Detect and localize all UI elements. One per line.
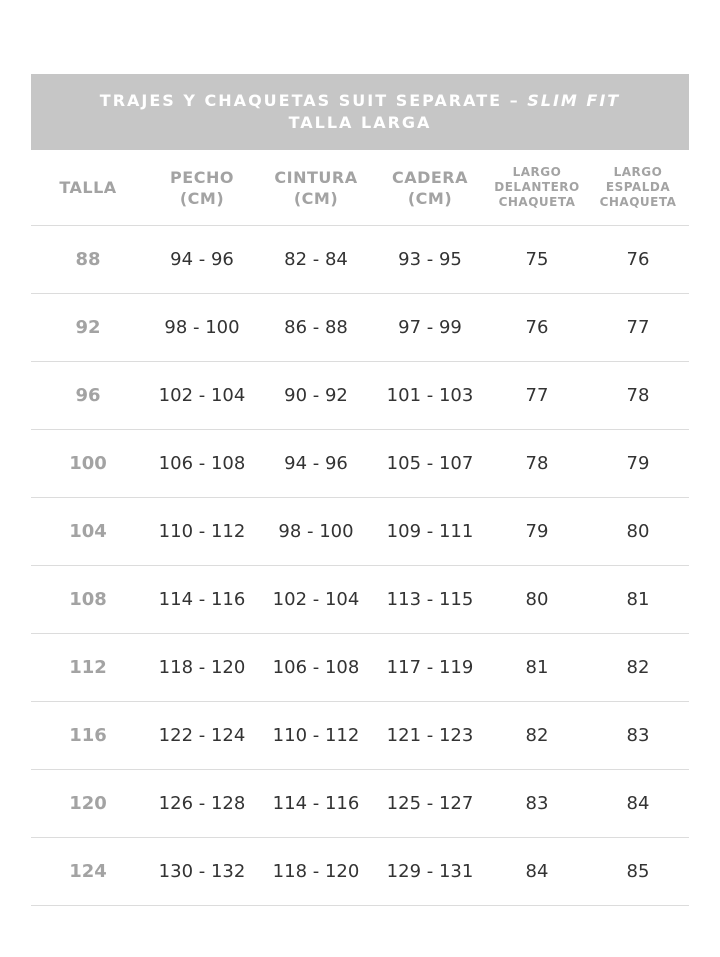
cell-talla: 108 <box>69 589 107 610</box>
header-cadera-line-1: CADERA <box>391 167 469 187</box>
cell-cadera: 105 - 107 <box>386 453 474 474</box>
cell-pecho: 114 - 116 <box>158 589 246 610</box>
cell-largo-delantero: 77 <box>525 385 549 406</box>
cell-talla: 92 <box>75 317 101 338</box>
cell-talla: 96 <box>75 385 101 406</box>
table-row <box>31 566 689 634</box>
header-cintura-line-2: (CM) <box>293 188 339 208</box>
cell-talla: 120 <box>69 793 107 814</box>
cell-cintura: 106 - 108 <box>272 657 360 678</box>
header-pecho-line-2: (CM) <box>179 188 225 208</box>
cell-largo-espalda: 79 <box>626 453 650 474</box>
cell-talla: 88 <box>75 249 101 270</box>
cell-largo-delantero: 75 <box>525 249 549 270</box>
cell-pecho: 118 - 120 <box>158 657 246 678</box>
cell-talla: 100 <box>69 453 107 474</box>
cell-largo-espalda: 85 <box>626 861 650 882</box>
cell-cintura: 86 - 88 <box>284 317 348 338</box>
cell-cadera: 117 - 119 <box>386 657 474 678</box>
header-cintura-line-1: CINTURA <box>274 167 358 187</box>
cell-largo-espalda: 77 <box>626 317 650 338</box>
header-cadera <box>373 167 487 209</box>
cell-cadera: 101 - 103 <box>386 385 474 406</box>
cell-largo-delantero: 76 <box>525 317 549 338</box>
cell-cadera: 129 - 131 <box>386 861 474 882</box>
header-pecho <box>145 167 259 209</box>
table-row <box>31 634 689 702</box>
cell-largo-delantero: 81 <box>525 657 549 678</box>
cell-talla: 112 <box>69 657 107 678</box>
cell-largo-espalda: 84 <box>626 793 650 814</box>
header-cintura <box>259 167 373 209</box>
cell-cadera: 97 - 99 <box>398 317 462 338</box>
cell-largo-delantero: 84 <box>525 861 549 882</box>
cell-cintura: 110 - 112 <box>272 725 360 746</box>
size-chart-table <box>31 74 689 906</box>
cell-cadera: 121 - 123 <box>386 725 474 746</box>
cell-pecho: 106 - 108 <box>158 453 246 474</box>
cell-largo-delantero: 78 <box>525 453 549 474</box>
cell-largo-delantero: 82 <box>525 725 549 746</box>
cell-cintura: 98 - 100 <box>278 521 354 542</box>
cell-cintura: 82 - 84 <box>284 249 348 270</box>
cell-cintura: 114 - 116 <box>272 793 360 814</box>
cell-pecho: 122 - 124 <box>158 725 246 746</box>
table-row <box>31 770 689 838</box>
header-largo-delantero-line-3: CHAQUETA <box>498 195 576 209</box>
table-body <box>31 226 689 906</box>
cell-talla: 116 <box>69 725 107 746</box>
table-row <box>31 226 689 294</box>
cell-pecho: 102 - 104 <box>158 385 246 406</box>
cell-largo-espalda: 83 <box>626 725 650 746</box>
cell-talla: 104 <box>69 521 107 542</box>
cell-pecho: 98 - 100 <box>164 317 240 338</box>
cell-pecho: 130 - 132 <box>158 861 246 882</box>
cell-cadera: 113 - 115 <box>386 589 474 610</box>
table-row <box>31 294 689 362</box>
cell-cintura: 94 - 96 <box>284 453 348 474</box>
header-largo-espalda <box>587 165 689 210</box>
cell-cadera: 125 - 127 <box>386 793 474 814</box>
cell-largo-espalda: 82 <box>626 657 650 678</box>
table-title-main: TRAJES Y CHAQUETAS SUIT SEPARATE – <box>99 91 528 110</box>
table-title-line-2: TALLA LARGA <box>288 113 432 132</box>
cell-largo-espalda: 76 <box>626 249 650 270</box>
cell-cintura: 102 - 104 <box>272 589 360 610</box>
table-header-row <box>31 150 689 226</box>
cell-cintura: 118 - 120 <box>272 861 360 882</box>
header-cadera-line-2: (CM) <box>407 188 453 208</box>
header-largo-delantero <box>487 165 587 210</box>
header-talla <box>31 177 145 198</box>
cell-largo-delantero: 80 <box>525 589 549 610</box>
header-largo-espalda-line-1: LARGO <box>613 165 663 179</box>
cell-cintura: 90 - 92 <box>284 385 348 406</box>
cell-pecho: 110 - 112 <box>158 521 246 542</box>
table-title-bar <box>31 74 689 150</box>
table-title-line-1 <box>100 90 620 112</box>
cell-largo-espalda: 78 <box>626 385 650 406</box>
header-talla-label: TALLA <box>59 178 117 197</box>
header-largo-espalda-line-2: ESPALDA <box>605 180 671 194</box>
cell-talla: 124 <box>69 861 107 882</box>
header-largo-espalda-line-3: CHAQUETA <box>599 195 677 209</box>
cell-largo-delantero: 79 <box>525 521 549 542</box>
cell-pecho: 126 - 128 <box>158 793 246 814</box>
header-largo-delantero-line-2: DELANTERO <box>494 180 580 194</box>
cell-pecho: 94 - 96 <box>170 249 234 270</box>
table-row <box>31 362 689 430</box>
table-title-fit: SLIM FIT <box>527 91 621 110</box>
cell-cadera: 109 - 111 <box>386 521 474 542</box>
table-row <box>31 838 689 906</box>
table-row <box>31 430 689 498</box>
header-largo-delantero-line-1: LARGO <box>512 165 562 179</box>
cell-largo-espalda: 81 <box>626 589 650 610</box>
table-row <box>31 498 689 566</box>
cell-largo-delantero: 83 <box>525 793 549 814</box>
header-pecho-line-1: PECHO <box>170 167 234 187</box>
cell-cadera: 93 - 95 <box>398 249 462 270</box>
cell-largo-espalda: 80 <box>626 521 650 542</box>
table-row <box>31 702 689 770</box>
